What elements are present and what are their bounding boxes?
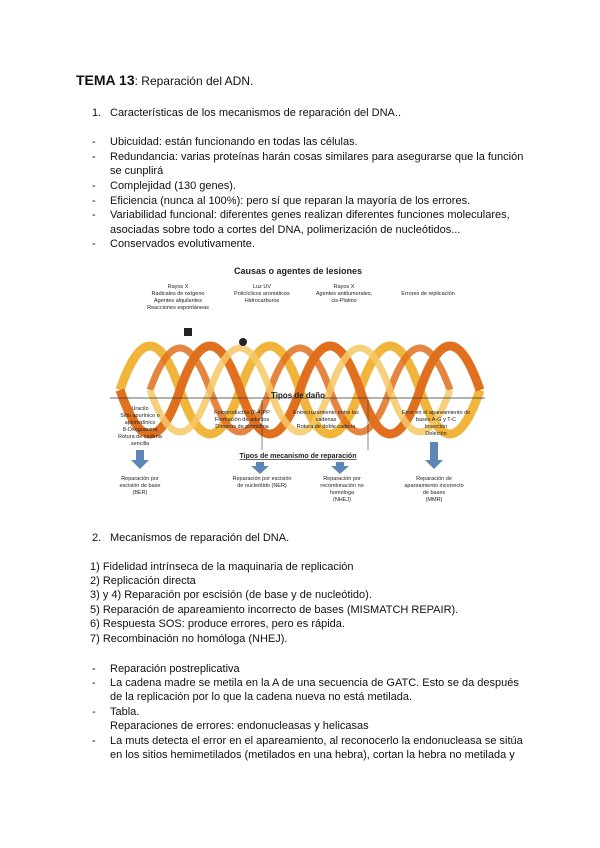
bullet-dash: - bbox=[92, 151, 96, 163]
figure-title: Causas o agentes de lesiones bbox=[233, 266, 363, 276]
damage-3-line-2: cadenas bbox=[315, 417, 337, 423]
cause-3-line-2: Agentes antitumorales, bbox=[315, 291, 373, 297]
damage-3-line-3: Rotura de doble cadena bbox=[296, 424, 356, 430]
damage-1-line-3: apirimidínico bbox=[124, 420, 156, 426]
cause-1-line-1: Rayos X bbox=[167, 284, 189, 290]
lesion-marker-square bbox=[184, 328, 192, 336]
mechanism-title: Tipos de mecanismo de reparación bbox=[239, 453, 357, 460]
bullet-dash: - bbox=[92, 677, 96, 689]
section2-item-6: 7) Recombinación no homóloga (NHEJ). bbox=[90, 633, 288, 645]
damage-1-line-1: Uracilo bbox=[131, 406, 149, 412]
section2-bullet-3: Tabla. bbox=[110, 706, 140, 718]
mechanism-4-line-1: Reparación de bbox=[416, 476, 452, 482]
bullet-dash: - bbox=[92, 180, 96, 192]
bullet-dash: - bbox=[92, 706, 96, 718]
mechanism-1-line-3: (BER) bbox=[132, 490, 148, 496]
cause-4-line-1: Errores de replicación bbox=[401, 291, 455, 297]
section1-bullet-1: Ubicuidad: están funcionando en todas las células. bbox=[110, 136, 358, 148]
section1-heading: Características de los mecanismos de reparación del DNA.. bbox=[110, 107, 402, 119]
cause-2-line-3: Hidrocarburos bbox=[244, 298, 280, 304]
section2-item-4: 5) Reparación de apareamiento incorrecto de bases (MISMATCH REPAIR). bbox=[90, 604, 459, 616]
bullet-dash: - bbox=[92, 735, 96, 747]
section2-number: 2. bbox=[92, 532, 102, 544]
mechanism-1-line-1: Reparación por bbox=[121, 476, 159, 482]
title-strong: TEMA 13 bbox=[76, 72, 135, 88]
damage-2-line-3: Dímeros de pirimidina bbox=[215, 424, 269, 430]
cause-3-line-1: Rayos X bbox=[333, 284, 355, 290]
bullet-dash: - bbox=[92, 136, 96, 148]
damage-1-line-2: Sitio apurínico o bbox=[120, 413, 160, 419]
mechanism-3-line-2: recombinación no bbox=[320, 483, 364, 489]
cause-2-line-2: Policíclicos aromáticos bbox=[234, 291, 290, 297]
section1-bullet-3: Complejidad (130 genes). bbox=[110, 180, 236, 192]
damage-1-line-5: Rotura de cadena bbox=[118, 434, 162, 440]
cause-1-line-4: Reacciones espontáneas bbox=[147, 305, 209, 311]
section1-bullet-2-cont: se cunplirá bbox=[110, 165, 164, 177]
arrow-down-icon bbox=[425, 442, 443, 469]
bullet-dash: - bbox=[92, 238, 96, 250]
lesion-marker-dot bbox=[239, 338, 247, 346]
arrow-down-icon bbox=[251, 462, 269, 474]
section2-bullet-2-cont: de la replicación por lo que la cadena nueva no está metilada. bbox=[110, 691, 413, 703]
section2-item-5: 6) Respuesta SOS: produce errores, pero es rápida. bbox=[90, 618, 345, 630]
bullet-dash: - bbox=[92, 663, 96, 675]
bullet-dash: - bbox=[92, 209, 96, 221]
bullet-dash: - bbox=[92, 195, 96, 207]
damage-4-line-2: bases A-G y T-C bbox=[415, 417, 457, 423]
document-title bbox=[76, 72, 253, 88]
mechanism-3-line-1: Reparación por bbox=[323, 476, 361, 482]
section2-bullet-4: La muts detecta el error en el apareamiento, al reconocerlo la endonucleasa se sitúa bbox=[110, 735, 523, 747]
mechanism-2-line-1: Reparación por escisión bbox=[232, 476, 292, 482]
section1-bullet-6: Conservados evolutivamente. bbox=[110, 238, 255, 250]
section2-item-3: 3) y 4) Reparación por escisión (de base y de nucleótido). bbox=[90, 589, 372, 601]
mechanism-4-line-4: (MMR) bbox=[425, 497, 443, 503]
damage-4-line-4: Deleción bbox=[425, 431, 447, 437]
section1-bullet-4: Eficiencia (nunca al 100%): pero sí que reparan la mayoría de los errores. bbox=[110, 195, 471, 207]
section2-item-1: 1) Fidelidad intrínseca de la maquinaria de replicación bbox=[90, 561, 354, 573]
cause-1-line-3: Agentes alquilantes bbox=[153, 298, 203, 304]
section1-bullet-5: Variabilidad funcional: diferentes genes realizan diferentes funciones moleculares, bbox=[110, 209, 510, 221]
damage-1-line-6: sencilla bbox=[130, 441, 150, 447]
section2-item-2: 2) Replicación directa bbox=[90, 575, 196, 587]
section1-number: 1. bbox=[92, 107, 102, 119]
mechanism-4-line-2: apareamiento incorrecto bbox=[404, 483, 464, 489]
mechanism-4-line-3: de bases bbox=[422, 490, 446, 496]
dna-repair-figure bbox=[110, 262, 485, 517]
mechanism-3-line-4: (NHEJ) bbox=[332, 497, 352, 503]
cause-2-line-1: Luz UV bbox=[252, 284, 272, 290]
section1-bullet-5-cont: asociadas sobre todo a cortes del DNA, polimerización de nucleótidos... bbox=[110, 224, 461, 236]
figure-svg bbox=[110, 262, 485, 517]
cause-1-line-2: Radicales de oxígeno bbox=[151, 291, 205, 297]
damage-4-line-3: Inserción bbox=[424, 424, 448, 430]
damage-title: Tipos de daño bbox=[270, 391, 326, 400]
section2-heading: Mecanismos de reparación del DNA. bbox=[110, 532, 290, 544]
cause-3-line-3: cis-Platino bbox=[331, 298, 357, 304]
arrow-down-icon bbox=[331, 462, 349, 474]
arrow-down-icon bbox=[131, 450, 149, 469]
section2-bullet-3-cont: Reparaciones de errores: endonucleasas y helicasas bbox=[110, 720, 369, 732]
damage-3-line-1: Entrecruzamiento entre las bbox=[293, 410, 359, 416]
mechanism-3-line-3: homóloga bbox=[329, 490, 355, 496]
damage-2-line-1: Fotoproductos (6-4)PP bbox=[214, 410, 270, 416]
mechanism-1-line-2: escisión de base bbox=[119, 483, 161, 489]
damage-2-line-2: Formación de aductos bbox=[214, 417, 270, 423]
title-rest: : Reparación del ADN. bbox=[134, 74, 254, 88]
section2-bullet-4-cont: en los sitios hemimetilados (metilados en una hebra), cortan la hebra no metilada y bbox=[110, 749, 515, 761]
mechanism-2-line-2: de nucleótido (NER) bbox=[237, 483, 287, 489]
section2-bullet-2: La cadena madre se metila en la A de una secuencia de GATC. Esto se da después bbox=[110, 677, 519, 689]
section1-bullet-2: Redundancia: varias proteínas harán cosas similares para asegurarse que la función bbox=[110, 151, 524, 163]
damage-1-line-4: 8-Oxoguanina bbox=[122, 427, 158, 433]
damage-4-line-1: Error en el apareamiento de bbox=[401, 410, 471, 416]
section2-bullet-1: Reparación postreplicativa bbox=[110, 663, 240, 675]
